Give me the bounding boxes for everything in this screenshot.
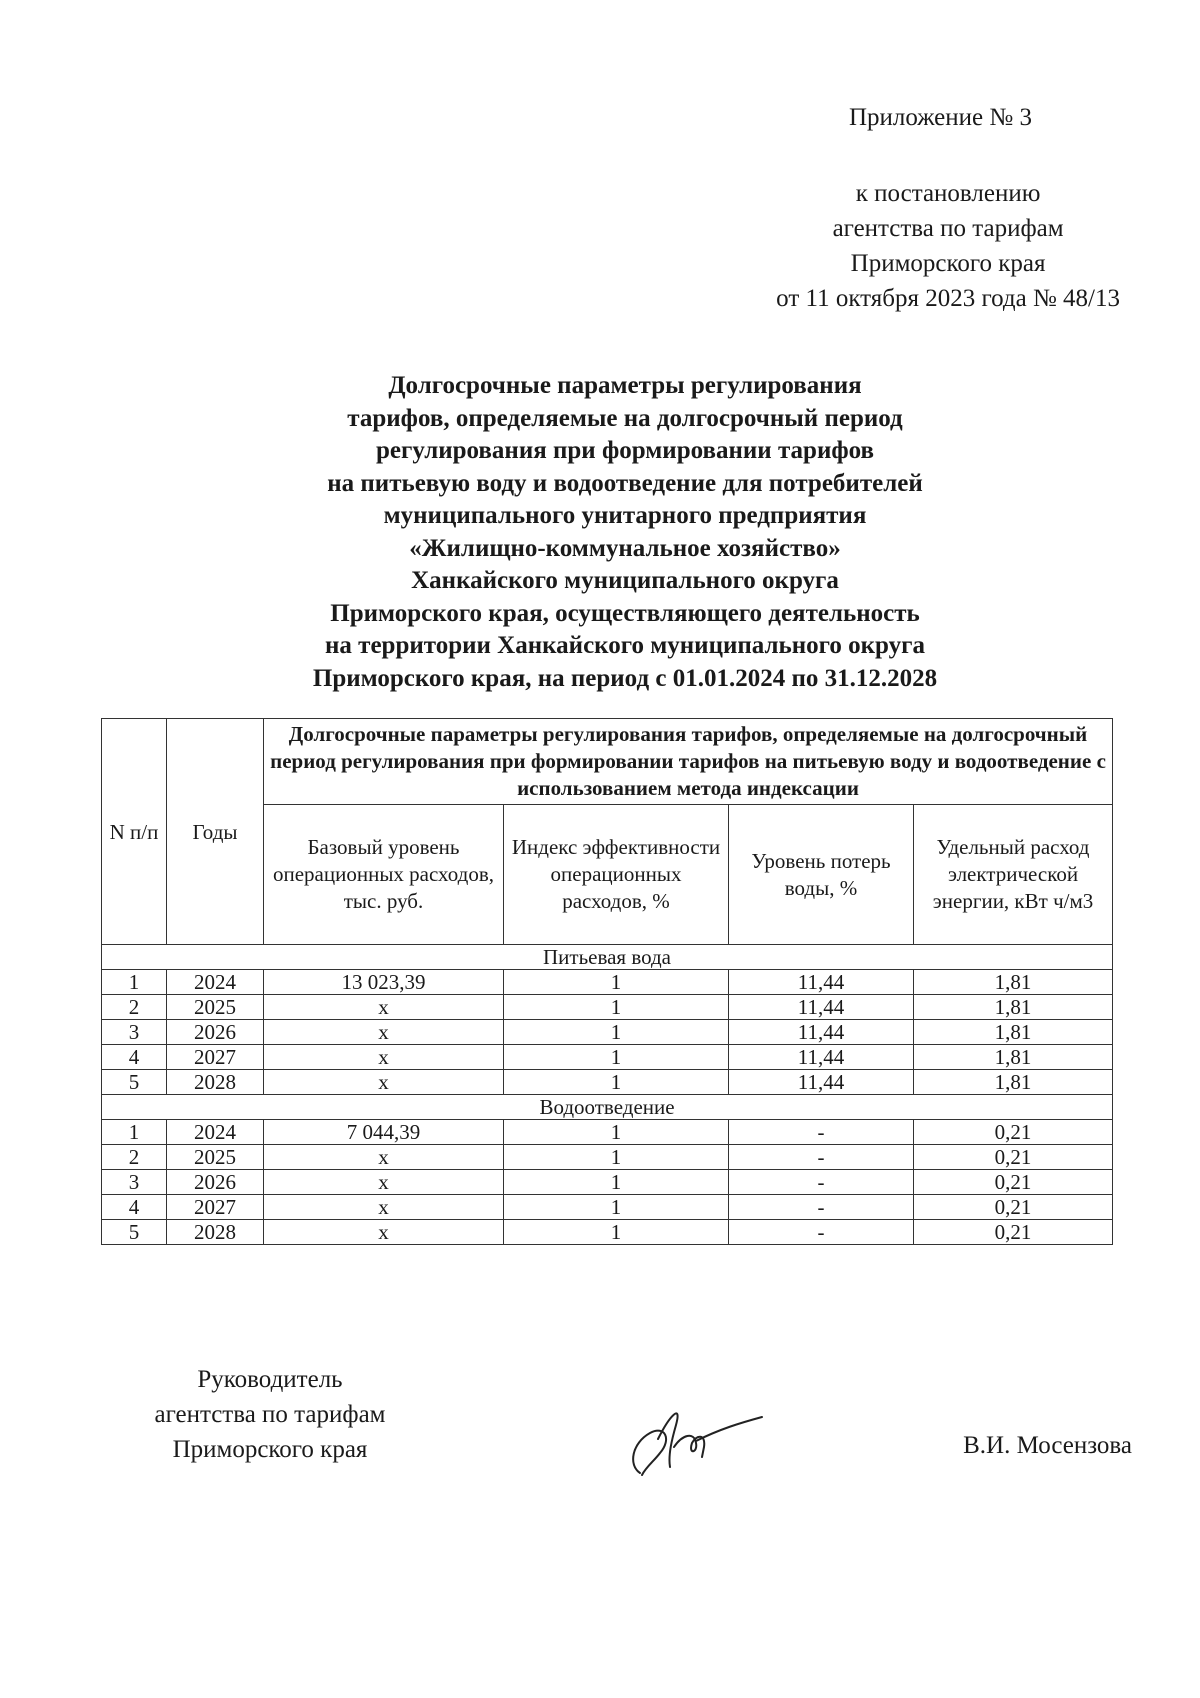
title-line: на территории Ханкайского муниципального округа <box>325 632 925 659</box>
column-header-energy-consumption: Удельный расход электрической энергии, кВт ч/м3 <box>914 805 1113 945</box>
parameters-table <box>101 718 1113 1245</box>
cell-base-costs: х <box>264 1020 504 1045</box>
cell-energy-consumption: 1,81 <box>914 1070 1113 1095</box>
table-row <box>102 1020 1113 1045</box>
group-header: Долгосрочные параметры регулирования тарифов, определяемые на долгосрочный период регулирования при формировании тарифов на питьевую воду и водоотведение с использованием метода индексации <box>264 719 1113 805</box>
cell-energy-consumption: 0,21 <box>914 1120 1113 1145</box>
cell-water-losses: - <box>729 1195 914 1220</box>
title-line: муниципального унитарного предприятия <box>383 502 867 529</box>
table-row <box>102 1045 1113 1070</box>
resolution-date-line: от 11 октября 2023 года № 48/13 <box>776 285 1120 312</box>
section-header-drinking-water: Питьевая вода <box>102 945 1113 970</box>
appendix-number: Приложение № 3 <box>848 104 1032 131</box>
cell-base-costs: х <box>264 1220 504 1245</box>
column-header-number: N п/п <box>102 719 167 945</box>
title-line: на питьевую воду и водоотведение для потребителей <box>327 469 923 497</box>
signatory-position-line: Руководитель <box>197 1366 343 1393</box>
cell-year: 2025 <box>167 995 264 1020</box>
cell-energy-consumption: 0,21 <box>914 1220 1113 1245</box>
cell-base-costs: х <box>264 995 504 1020</box>
table-row <box>102 1195 1113 1220</box>
cell-year: 2026 <box>167 1020 264 1045</box>
table-row <box>102 1220 1113 1245</box>
cell-water-losses: 11,44 <box>729 995 914 1020</box>
cell-base-costs: х <box>264 1195 504 1220</box>
cell-base-costs: 7 044,39 <box>264 1120 504 1145</box>
cell-number: 3 <box>102 1020 167 1045</box>
handwritten-signature <box>610 1395 770 1485</box>
signatory-position-line: Приморского края <box>172 1436 368 1463</box>
column-header-base-costs: Базовый уровень операционных расходов, тыс. руб. <box>264 805 504 945</box>
signatory-position-line: агентства по тарифам <box>154 1401 386 1428</box>
title-line: регулирования при формировании тарифов <box>375 437 875 464</box>
cell-number: 3 <box>102 1170 167 1195</box>
resolution-line: к постановлению <box>855 180 1041 207</box>
cell-energy-consumption: 1,81 <box>914 1020 1113 1045</box>
resolution-line: Приморского края <box>850 250 1046 277</box>
signatory-name: В.И. Мосензова <box>963 1432 1132 1459</box>
resolution-line: агентства по тарифам <box>832 215 1064 242</box>
cell-water-losses: 11,44 <box>729 970 914 995</box>
cell-year: 2028 <box>167 1070 264 1095</box>
title-line: Приморского края, на период с 01.01.2024 по 31.12.2028 <box>312 664 938 692</box>
column-header-efficiency-index: Индекс эффективности операционных расходов, % <box>504 805 729 945</box>
cell-energy-consumption: 1,81 <box>914 1045 1113 1070</box>
document-title <box>100 370 1150 695</box>
cell-number: 4 <box>102 1195 167 1220</box>
cell-number: 5 <box>102 1070 167 1095</box>
cell-year: 2024 <box>167 1120 264 1145</box>
cell-energy-consumption: 1,81 <box>914 995 1113 1020</box>
resolution-reference <box>776 176 1120 316</box>
cell-base-costs: х <box>264 1145 504 1170</box>
cell-base-costs: 13 023,39 <box>264 970 504 995</box>
cell-number: 1 <box>102 1120 167 1145</box>
cell-energy-consumption: 1,81 <box>914 970 1113 995</box>
cell-water-losses: - <box>729 1170 914 1195</box>
title-line: Приморского края, осуществляющего деятельность <box>330 599 920 627</box>
cell-efficiency-index: 1 <box>504 1120 729 1145</box>
cell-efficiency-index: 1 <box>504 1195 729 1220</box>
cell-water-losses: 11,44 <box>729 1070 914 1095</box>
cell-efficiency-index: 1 <box>504 970 729 995</box>
title-line: Долгосрочные параметры регулирования <box>388 372 862 399</box>
cell-energy-consumption: 0,21 <box>914 1145 1113 1170</box>
cell-number: 5 <box>102 1220 167 1245</box>
cell-number: 4 <box>102 1045 167 1070</box>
column-header-year: Годы <box>167 719 264 945</box>
title-line: тарифов, определяемые на долгосрочный период <box>347 404 903 432</box>
table-row <box>102 1170 1113 1195</box>
cell-year: 2027 <box>167 1195 264 1220</box>
column-header-water-losses: Уровень потерь воды, % <box>729 805 914 945</box>
cell-energy-consumption: 0,21 <box>914 1195 1113 1220</box>
section-header-wastewater: Водоотведение <box>102 1095 1113 1120</box>
cell-efficiency-index: 1 <box>504 1045 729 1070</box>
cell-efficiency-index: 1 <box>504 1070 729 1095</box>
cell-water-losses: - <box>729 1145 914 1170</box>
cell-base-costs: х <box>264 1070 504 1095</box>
cell-efficiency-index: 1 <box>504 1170 729 1195</box>
cell-number: 1 <box>102 970 167 995</box>
cell-number: 2 <box>102 995 167 1020</box>
table-row <box>102 1070 1113 1095</box>
cell-efficiency-index: 1 <box>504 1220 729 1245</box>
cell-year: 2027 <box>167 1045 264 1070</box>
table-row <box>102 995 1113 1020</box>
cell-efficiency-index: 1 <box>504 995 729 1020</box>
cell-water-losses: 11,44 <box>729 1045 914 1070</box>
title-line: Ханкайского муниципального округа <box>411 567 839 594</box>
table-row <box>102 1120 1113 1145</box>
signatory-position <box>110 1362 430 1467</box>
cell-year: 2025 <box>167 1145 264 1170</box>
cell-year: 2028 <box>167 1220 264 1245</box>
cell-efficiency-index: 1 <box>504 1145 729 1170</box>
cell-year: 2024 <box>167 970 264 995</box>
cell-efficiency-index: 1 <box>504 1020 729 1045</box>
cell-energy-consumption: 0,21 <box>914 1170 1113 1195</box>
cell-base-costs: х <box>264 1170 504 1195</box>
cell-water-losses: 11,44 <box>729 1020 914 1045</box>
cell-water-losses: - <box>729 1220 914 1245</box>
table-row <box>102 1145 1113 1170</box>
title-line: «Жилищно-коммунальное хозяйство» <box>409 534 841 562</box>
cell-year: 2026 <box>167 1170 264 1195</box>
cell-base-costs: х <box>264 1045 504 1070</box>
cell-water-losses: - <box>729 1120 914 1145</box>
cell-number: 2 <box>102 1145 167 1170</box>
table-row <box>102 970 1113 995</box>
